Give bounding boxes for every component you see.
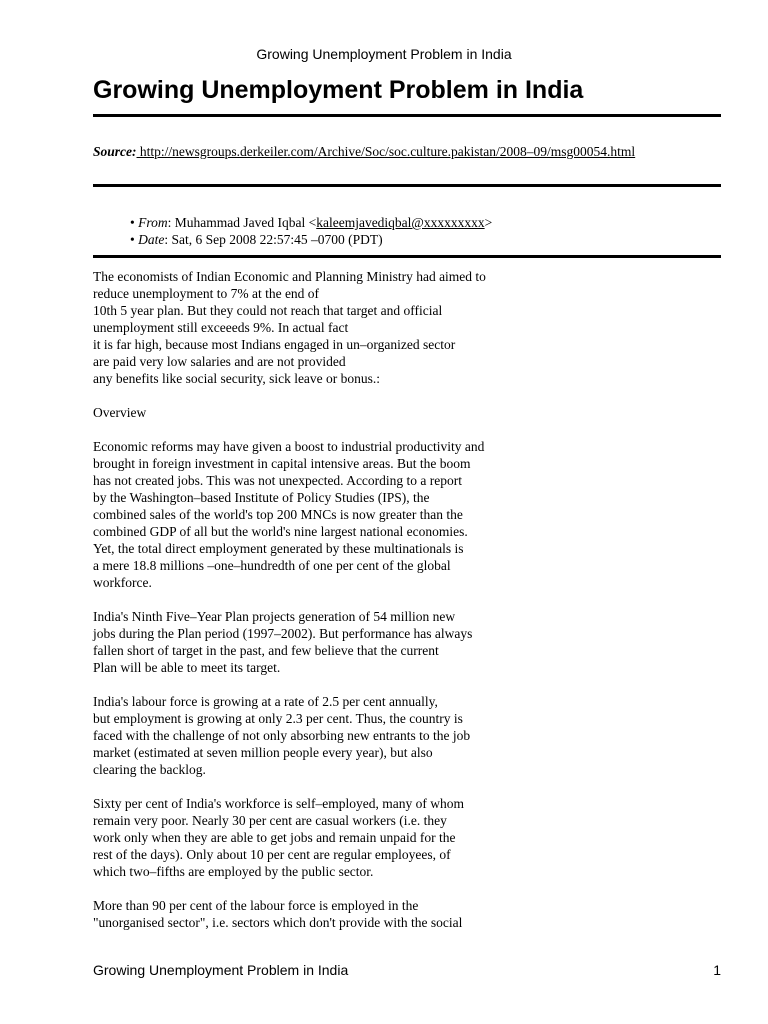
paragraph	[93, 438, 533, 591]
title-divider	[93, 114, 721, 117]
paragraph-line: Yet, the total direct employment generated by these multinationals is	[93, 541, 464, 556]
from-email-link[interactable]: kaleemjavediqbal@xxxxxxxxx	[316, 215, 485, 230]
paragraph-gap	[93, 387, 533, 404]
message-meta	[130, 214, 492, 248]
paragraph-line: market (estimated at seven million people every year), but also	[93, 745, 433, 760]
paragraph-gap	[93, 591, 533, 608]
paragraph-line: Overview	[93, 405, 147, 420]
from-close: >	[484, 215, 493, 230]
meta-from: • From: Muhammad Javed Iqbal <kaleemjavediqbal@xxxxxxxxx>	[130, 215, 493, 230]
paragraph-line: unemployment still exceeeds 9%. In actual fact	[93, 320, 349, 335]
paragraph-gap	[93, 421, 533, 438]
paragraph-gap	[93, 778, 533, 795]
paragraph-gap	[93, 880, 533, 897]
paragraph	[93, 608, 533, 676]
paragraph	[93, 795, 533, 880]
paragraph	[93, 268, 533, 387]
paragraph-line: but employment is growing at only 2.3 per cent. Thus, the country is	[93, 711, 463, 726]
paragraph-line: are paid very low salaries and are not provided	[93, 354, 346, 369]
running-header: Growing Unemployment Problem in India	[256, 46, 512, 62]
paragraph-line: Economic reforms may have given a boost to industrial productivity and	[93, 439, 485, 454]
date-label: Date	[138, 232, 165, 247]
from-label: From	[138, 215, 168, 230]
paragraph-gap	[93, 676, 533, 693]
source-link[interactable]: http://newsgroups.derkeiler.com/Archive/Soc/soc.culture.pakistan/2008–09/msg00054.html	[136, 144, 636, 159]
paragraph-line: The economists of Indian Economic and Planning Ministry had aimed to	[93, 269, 486, 284]
paragraph-line: Sixty per cent of India's workforce is self–employed, many of whom	[93, 796, 464, 811]
footer-title: Growing Unemployment Problem in India	[93, 962, 349, 978]
paragraph-line: brought in foreign investment in capital intensive areas. But the boom	[93, 456, 471, 471]
paragraph-line: has not created jobs. This was not unexpected. According to a report	[93, 473, 463, 488]
paragraph-line: India's Ninth Five–Year Plan projects generation of 54 million new	[93, 609, 456, 624]
paragraph-line: remain very poor. Nearly 30 per cent are casual workers (i.e. they	[93, 813, 447, 828]
source-label: Source:	[93, 144, 137, 159]
date-value: Sat, 6 Sep 2008 22:57:45 –0700 (PDT)	[171, 232, 383, 247]
page-title: Growing Unemployment Problem in India	[93, 76, 584, 104]
source-divider	[93, 184, 721, 187]
paragraph-line: combined sales of the world's top 200 MNCs is now greater than the	[93, 507, 463, 522]
paragraph	[93, 404, 533, 421]
paragraph-line: "unorganised sector", i.e. sectors which don't provide with the social	[93, 915, 463, 930]
source-line	[93, 144, 635, 160]
paragraph-line: Plan will be able to meet its target.	[93, 660, 281, 675]
paragraph-line: jobs during the Plan period (1997–2002). But performance has always	[93, 626, 473, 641]
paragraph-line: reduce unemployment to 7% at the end of	[93, 286, 320, 301]
paragraph-line: More than 90 per cent of the labour force is employed in the	[93, 898, 419, 913]
paragraph	[93, 897, 533, 931]
paragraph	[93, 693, 533, 778]
paragraph-line: clearing the backlog.	[93, 762, 206, 777]
paragraph-line: workforce.	[93, 575, 152, 590]
article-body	[93, 268, 533, 931]
paragraph-line: it is far high, because most Indians engaged in un–organized sector	[93, 337, 456, 352]
page-number: 1	[713, 962, 721, 978]
paragraph-line: combined GDP of all but the world's nine largest national economies.	[93, 524, 468, 539]
paragraph-line: work only when they are able to get jobs and remain unpaid for the	[93, 830, 456, 845]
paragraph-line: by the Washington–based Institute of Policy Studies (IPS), the	[93, 490, 430, 505]
paragraph-line: India's labour force is growing at a rate of 2.5 per cent annually,	[93, 694, 438, 709]
meta-date: • Date: Sat, 6 Sep 2008 22:57:45 –0700 (PDT)	[130, 232, 383, 247]
paragraph-line: faced with the challenge of not only absorbing new entrants to the job	[93, 728, 471, 743]
paragraph-line: any benefits like social security, sick leave or bonus.:	[93, 371, 381, 386]
paragraph-line: which two–fifths are employed by the public sector.	[93, 864, 374, 879]
from-name: Muhammad Javed Iqbal <	[174, 215, 317, 230]
meta-divider	[93, 255, 721, 258]
paragraph-line: fallen short of target in the past, and few believe that the current	[93, 643, 439, 658]
paragraph-line: a mere 18.8 millions –one–hundredth of one per cent of the global	[93, 558, 451, 573]
paragraph-line: 10th 5 year plan. But they could not reach that target and official	[93, 303, 443, 318]
paragraph-line: rest of the days). Only about 10 per cent are regular employees, of	[93, 847, 451, 862]
